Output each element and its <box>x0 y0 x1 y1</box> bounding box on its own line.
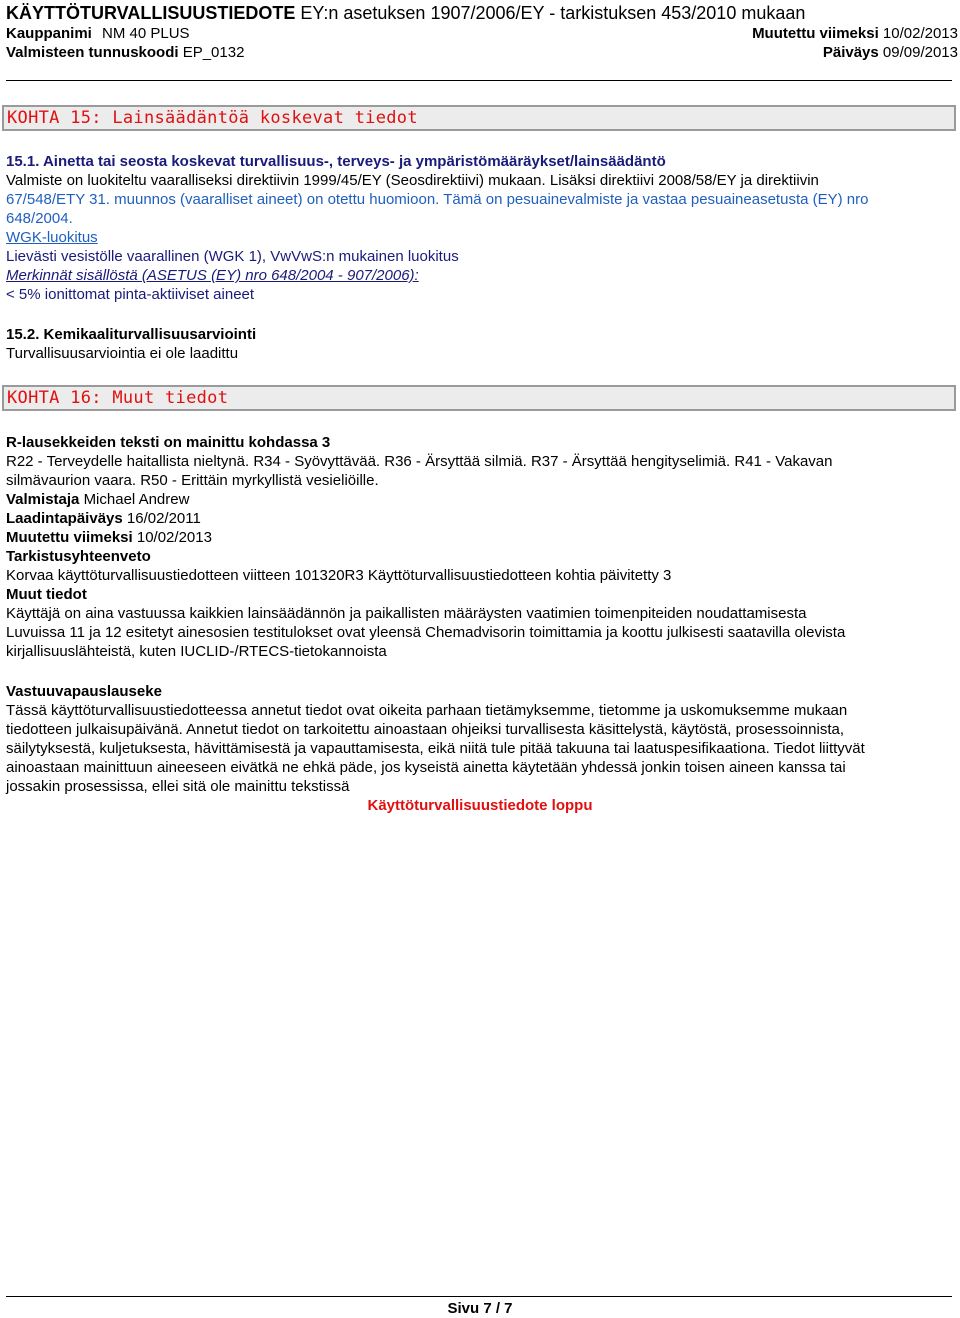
disclaimer-label: Vastuuvapauslauseke <box>6 683 162 700</box>
section-15-heading: KOHTA 15: Lainsäädäntöä koskevat tiedot <box>7 108 418 128</box>
header-row-2 <box>6 44 958 61</box>
other-line: Käyttäjä on aina vastuussa kaikkien lainsäädännön ja paikallisten määräysten vaatimien toimenpiteiden noudattamisesta <box>6 605 807 622</box>
revised-header-value: 10/02/2013 <box>882 25 958 42</box>
date-header-label: Päiväys <box>822 44 879 61</box>
other-line: Luvuissa 11 ja 12 esitetyt ainesosien testitulokset ovat yleensä Chemadvisorin toimittamia ja koottu julkisesti saatavilla olevista <box>6 624 846 641</box>
date-header-value: 09/09/2013 <box>882 44 958 61</box>
title-bold: KÄYTTÖTURVALLISUUSTIEDOTE <box>6 3 296 23</box>
author-value: Michael Andrew <box>83 491 190 508</box>
other-line: kirjallisuuslähteistä, kuten IUCLID-/RTECS-tietokannoista <box>6 643 387 660</box>
rphrases-title: R-lausekkeiden teksti on mainittu kohdassa 3 <box>6 434 331 451</box>
disclaimer-line: Tässä käyttöturvallisuustiedotteessa annetut tiedot ovat oikeita parhaan tietämyksemme, tietomme ja uskomuksemme mukaan <box>6 702 848 719</box>
revised-row <box>6 529 212 547</box>
wgk-text: Lievästi vesistölle vaarallinen (WGK 1), VwVwS:n mukainen luokitus <box>6 248 459 265</box>
section-16-heading-box <box>2 385 956 411</box>
document-title <box>6 3 805 24</box>
summary-label: Tarkistusyhteenveto <box>6 548 151 565</box>
section-15-2-title: 15.2. Kemikaaliturvallisuusarviointi <box>6 326 257 343</box>
summary-text: Korvaa käyttöturvallisuustiedotteen viitteen 101320R3 Käyttöturvallisuustiedotteen kohtia päivitetty 3 <box>6 567 672 584</box>
prepared-label: Laadintapäiväys <box>6 510 123 527</box>
revised-header-label: Muutettu viimeksi <box>752 25 879 42</box>
author-row <box>6 491 189 509</box>
trade-name-value: NM 40 PLUS <box>102 25 190 42</box>
product-code-label: Valmisteen tunnuskoodi <box>6 44 179 61</box>
revised-label: Muutettu viimeksi <box>6 529 133 546</box>
document-end-label: Käyttöturvallisuustiedote loppu <box>367 797 593 814</box>
section-15-1-title: 15.1. Ainetta tai seosta koskevat turvallisuus-, terveys- ja ympäristömääräykset/lainsäädäntö <box>6 153 666 170</box>
section-15-1-text-line: 648/2004. <box>6 210 73 227</box>
document-end-text <box>0 797 960 815</box>
header-divider <box>6 80 952 81</box>
content-label: Merkinnät sisällöstä (ASETUS (EY) nro 648/2004 - 907/2006): <box>6 267 419 284</box>
page-number <box>0 1300 960 1318</box>
footer-divider <box>6 1296 952 1297</box>
disclaimer-line: jossakin prosessissa, ellei sitä ole mainittu tekstissä <box>6 778 350 795</box>
revised-header <box>752 25 958 42</box>
wgk-label: WGK-luokitus <box>6 229 98 246</box>
page-number-label: Sivu 7 / 7 <box>447 1300 513 1317</box>
disclaimer-line: tiedotteen julkaisupäivänä. Annetut tiedot on tarkoitettu ainoastaan ohjeiksi turvallisesta käsittelystä, käytöstä, prosessoinnista, <box>6 721 844 738</box>
disclaimer-line: säilytyksestä, kuljetuksesta, hävittämisestä ja vapauttamisesta, eikä niitä tule pitää takuuna tai laatuspesifikaationa. Tiedot liittyvät <box>6 740 865 757</box>
other-label: Muut tiedot <box>6 586 87 603</box>
revised-value: 10/02/2013 <box>136 529 212 546</box>
prepared-value: 16/02/2011 <box>126 510 201 527</box>
section-15-heading-box <box>2 105 956 131</box>
header-row-1 <box>6 25 958 42</box>
rphrases-line: R22 - Terveydelle haitallista nieltynä. R34 - Syövyttävää. R36 - Ärsyttää silmiä. R37 - Ärsyttää hengityselimiä. R41 - Vakavan <box>6 453 833 470</box>
section-15-2-text: Turvallisuusarviointia ei ole laadittu <box>6 345 239 362</box>
content-text: < 5% ionittomat pinta-aktiiviset aineet <box>6 286 255 303</box>
rphrases-line: silmävaurion vaara. R50 - Erittäin myrkyllistä vesieliöille. <box>6 472 379 489</box>
prepared-row <box>6 510 201 528</box>
disclaimer-line: ainoastaan mainittuun aineeseen eivätkä ne ehkä päde, jos kyseistä ainetta käytetään yhdessä jonkin toisen aineen kanssa tai <box>6 759 846 776</box>
section-16-heading: KOHTA 16: Muut tiedot <box>7 388 229 408</box>
title-rest: EY:n asetuksen 1907/2006/EY - tarkistuksen 453/2010 mukaan <box>300 3 806 23</box>
section-15-1-text-line: 67/548/ETY 31. muunnos (vaaralliset aineet) on otettu huomioon. Tämä on pesuainevalmiste ja vastaa pesuaineasetusta (EY) nro <box>6 191 869 208</box>
trade-name-label: Kauppanimi <box>6 25 92 42</box>
author-label: Valmistaja <box>6 491 80 508</box>
section-15-1-text-line: Valmiste on luokiteltu vaaralliseksi direktiivin 1999/45/EY (Seosdirektiivi) mukaan. Lisäksi direktiivi 2008/58/EY ja direktiivin <box>6 172 819 189</box>
date-header <box>823 44 958 61</box>
product-code-value: EP_0132 <box>182 44 245 61</box>
